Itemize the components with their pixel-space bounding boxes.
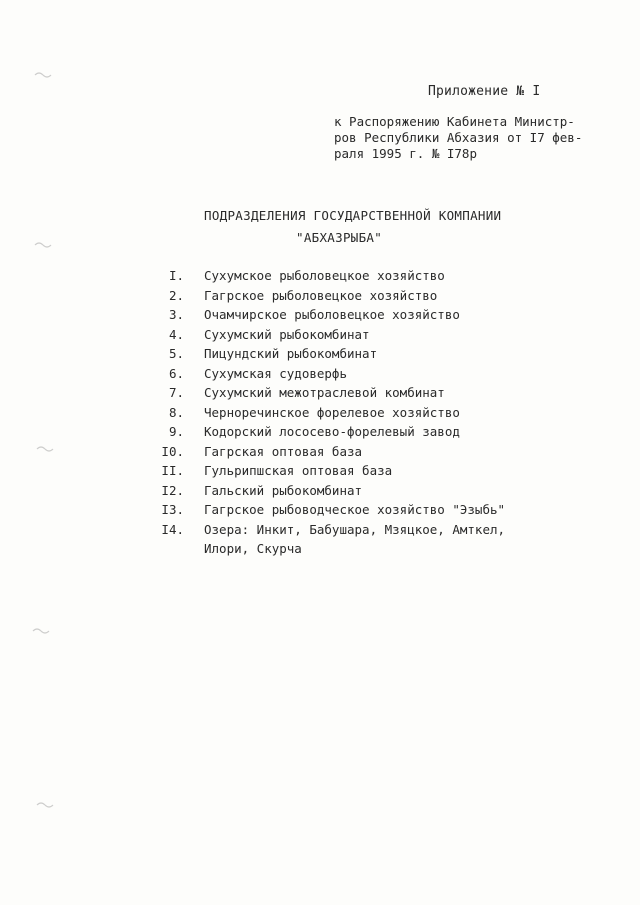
item-text: Пицундский рыбокомбинат [204,346,378,361]
list-item [150,325,620,345]
item-text: Гагрская оптовая база [204,443,363,459]
list-item [150,364,620,384]
decree-reference-line: к Распоряжению Кабинета Министр- [334,114,575,129]
list-item [150,442,620,462]
subdivisions-list [150,266,620,559]
item-number: I2. [161,482,184,498]
heading-line: ПОДРАЗДЕЛЕНИЯ ГОСУДАРСТВЕННОЙ КОМПАНИИ [204,208,502,223]
list-item [150,344,620,364]
list-item [150,403,620,423]
item-text: Сухумский межотраслевой комбинат [204,385,445,400]
item-text: Гульрипшская оптовая база [204,463,393,478]
item-text: Сухумская судоверфь [204,365,347,381]
list-item [150,286,620,306]
item-number: 5. [168,346,184,361]
item-text: Сухумский рыбокомбинат [204,326,370,342]
item-text: Гагрское рыболовецкое хозяйство [204,287,438,303]
item-text: Черноречинское форелевое хозяйство [204,404,460,420]
item-text: Гагрское рыбоводческое хозяйство "Эзыбь" [204,502,506,517]
item-number: I. [168,268,184,283]
item-text-line: Илори, Скурча [204,541,302,556]
item-number: I3. [161,502,184,517]
item-number: 3. [168,307,184,322]
item-number: 2. [168,287,184,303]
item-number: II. [161,463,184,478]
item-number: I0. [161,443,184,459]
binder-mark-icon [34,240,52,250]
item-number: 8. [168,404,184,420]
decree-reference-line: ров Республики Абхазия от I7 фев- [334,130,583,145]
item-text [204,520,505,559]
item-text: Кодорский лососево-форелевый завод [204,424,460,439]
list-item [150,422,620,442]
item-text-line: Озера: Инкит, Бабушара, Мзяцкое, Амткел, [204,521,506,537]
list-item [150,461,620,481]
appendix-title: Приложение № I [428,84,541,99]
item-text: Очамчирское рыболовецкое хозяйство [204,307,460,322]
item-number: I4. [161,521,184,537]
item-text: Гальский рыбокомбинат [204,482,363,498]
document-heading [204,207,501,247]
binder-mark-icon [36,800,54,810]
list-item [150,305,620,325]
binder-mark-icon [32,626,50,636]
list-item [150,500,620,520]
item-number: 4. [168,326,184,342]
binder-mark-icon [34,70,52,80]
item-number: 7. [168,385,184,400]
item-number: 6. [168,365,184,381]
decree-reference-line: раля 1995 г. № I78р [334,146,477,161]
list-item [150,266,620,286]
item-text: Сухумское рыболовецкое хозяйство [204,268,445,283]
list-item [150,520,620,559]
heading-company-name: "АБХАЗРЫБА" [296,230,383,245]
item-number: 9. [168,424,184,439]
list-item [150,481,620,501]
binder-mark-icon [36,444,54,454]
list-item [150,383,620,403]
decree-reference [334,114,614,162]
